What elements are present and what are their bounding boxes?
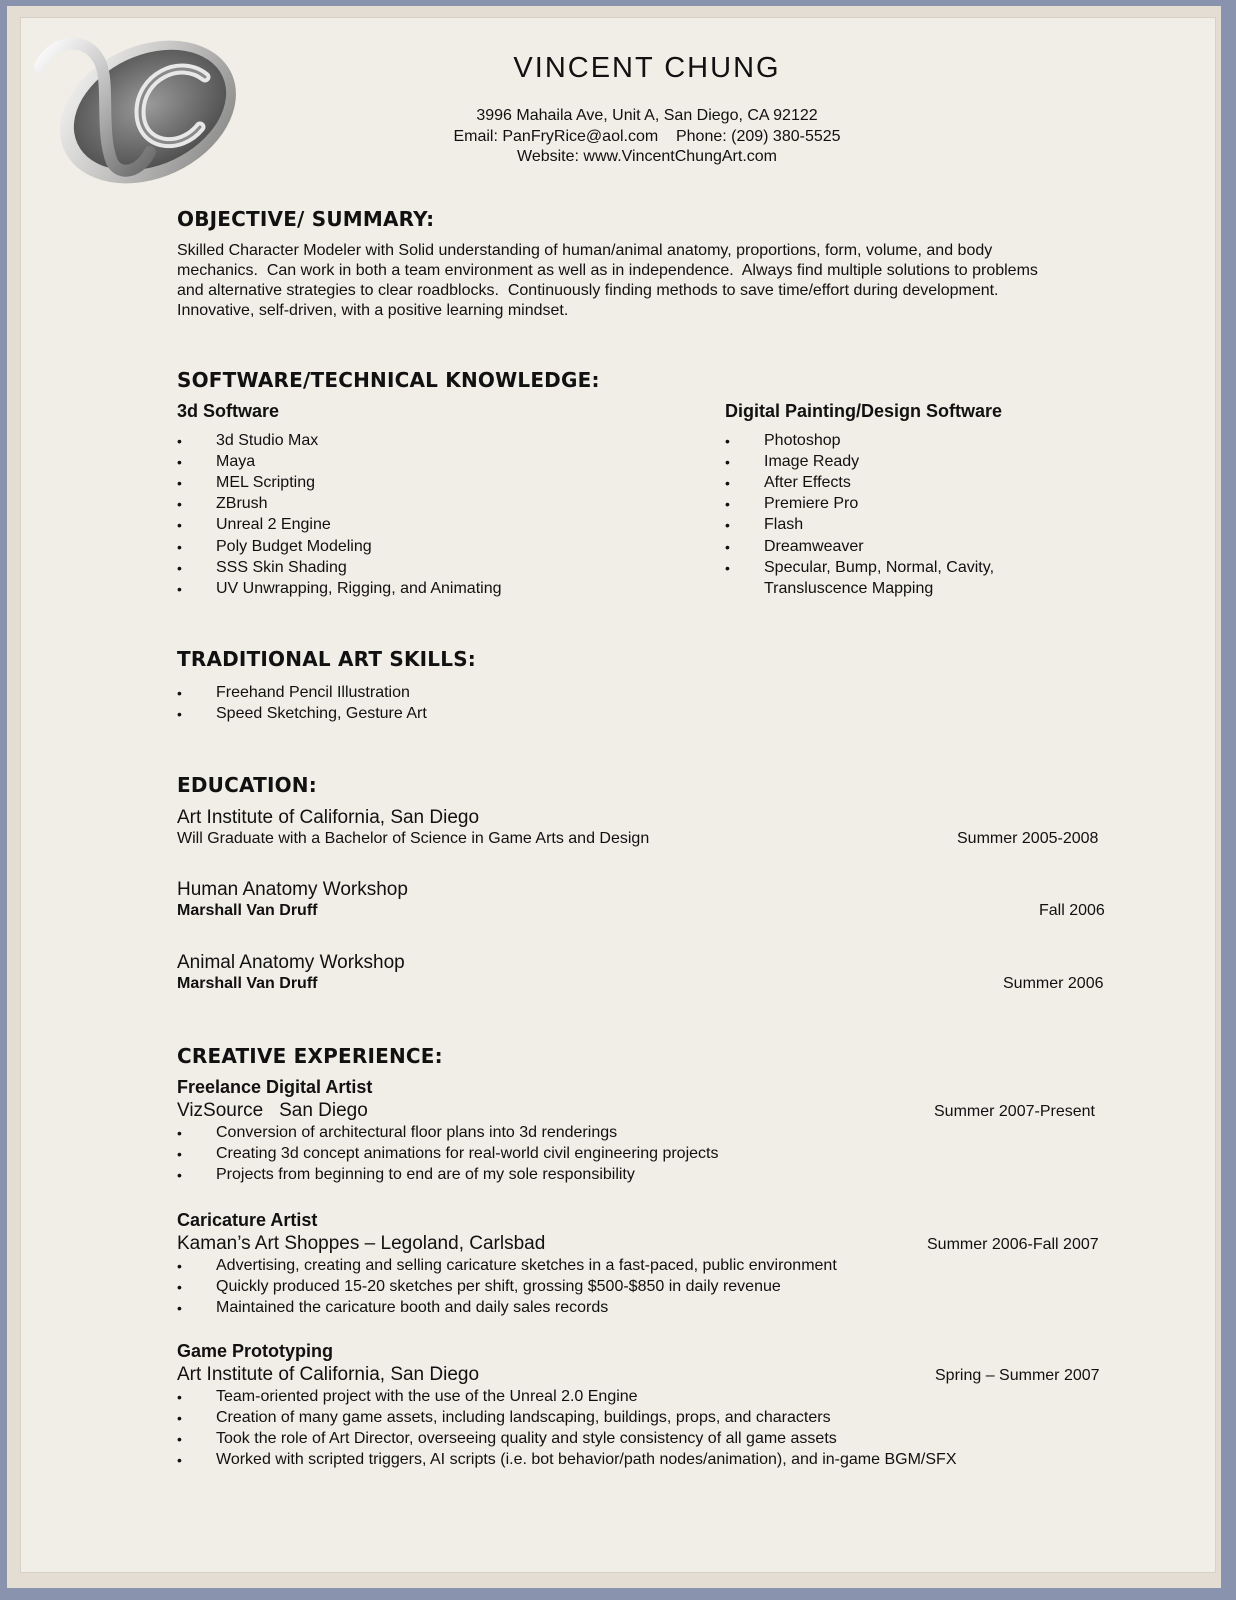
bullet-icon: • [725, 559, 730, 576]
job-title: Game Prototyping [177, 1341, 334, 1361]
list-item: Freehand Pencil Illustration [216, 684, 410, 701]
objective-line: Innovative, self-driven, with a positive learning mindset. [177, 302, 569, 319]
education-school: Animal Anatomy Workshop [177, 952, 405, 973]
list-item: Dreamweaver [764, 537, 864, 555]
software-list-continuation: Transluscence Mapping [764, 580, 934, 597]
list-item: Maya [216, 453, 256, 471]
list-item: UV Unwrapping, Rigging, and Animating [216, 579, 502, 597]
job-title: Caricature Artist [177, 1210, 318, 1230]
email-phone: Email: PanFryRice@aol.com Phone: (209) 380-5525 [453, 128, 841, 145]
list-item: Projects from beginning to end are of my sole responsibility [216, 1166, 635, 1184]
objective-line: mechanics. Can work in both a team environment as well as in independence. Always find multiple solutions to problems [177, 262, 1038, 279]
bullet-icon: • [725, 538, 730, 555]
objective-line: and alternative strategies to clear roadblocks. Continuously finding methods to save time/effort during development. [177, 282, 999, 299]
list-item: 3d Studio Max [216, 432, 319, 449]
list-item: Conversion of architectural floor plans into 3d renderings [216, 1124, 618, 1141]
list-item: Unreal 2 Engine [216, 516, 331, 534]
objective-heading: OBJECTIVE/ SUMMARY: [177, 207, 435, 231]
bullet-icon: • [177, 1125, 182, 1141]
digital-software-title: Digital Painting/Design Software [725, 401, 1003, 421]
bullet-icon: • [177, 559, 182, 576]
education-detail: Will Graduate with a Bachelor of Science in Game Arts and Design [177, 830, 650, 847]
list-item: Advertising, creating and selling caricature sketches in a fast-paced, public environment [216, 1257, 837, 1274]
list-item: Image Ready [764, 453, 860, 471]
3d-software-title: 3d Software [177, 401, 280, 421]
job-date: Spring – Summer 2007 [935, 1367, 1100, 1384]
bullet-icon: • [725, 475, 730, 492]
bullet-icon: • [725, 517, 730, 534]
list-item: Speed Sketching, Gesture Art [216, 705, 427, 723]
list-item: Flash [764, 516, 804, 534]
bullet-icon: • [177, 1258, 182, 1274]
experience-heading: CREATIVE EXPERIENCE: [177, 1044, 443, 1068]
software-heading: SOFTWARE/TECHNICAL KNOWLEDGE: [177, 368, 600, 392]
list-item: Creation of many game assets, including landscaping, buildings, props, and characters [216, 1409, 831, 1427]
list-item: After Effects [764, 474, 851, 492]
job-title: Freelance Digital Artist [177, 1077, 373, 1097]
bullet-icon: • [177, 580, 182, 597]
education-school: Art Institute of California, San Diego [177, 807, 480, 828]
job-place: Kaman’s Art Shoppes – Legoland, Carlsbad [177, 1233, 546, 1254]
bullet-icon: • [177, 1389, 182, 1405]
job-date: Summer 2007-Present [934, 1103, 1095, 1120]
bullet-icon: • [177, 1300, 182, 1317]
candidate-name: VINCENT CHUNG [513, 52, 781, 84]
traditional-heading: TRADITIONAL ART SKILLS: [177, 647, 476, 671]
education-instructor: Marshall Van Druff [177, 902, 318, 919]
education-date: Summer 2005-2008 [957, 830, 1099, 847]
list-item: Took the role of Art Director, overseeing quality and style consistency of all game assets [216, 1430, 837, 1448]
job-place: Art Institute of California, San Diego [177, 1364, 480, 1385]
objective-line: Skilled Character Modeler with Solid understanding of human/animal anatomy, proportions, form, volume, and body [177, 242, 993, 259]
bullet-icon: • [177, 1279, 182, 1296]
education-heading: EDUCATION: [177, 773, 317, 797]
bullet-icon: • [177, 1146, 182, 1163]
website: Website: www.VincentChungArt.com [517, 148, 777, 165]
list-item: Premiere Pro [764, 495, 859, 513]
bullet-icon: • [177, 433, 182, 449]
bullet-icon: • [177, 1431, 182, 1448]
bullet-icon: • [177, 706, 182, 723]
bullet-icon: • [725, 496, 730, 513]
bullet-icon: • [177, 1167, 182, 1184]
bullet-icon: • [177, 475, 182, 492]
address: 3996 Mahaila Ave, Unit A, San Diego, CA 92122 [476, 107, 818, 124]
bullet-icon: • [177, 1410, 182, 1427]
list-item: Creating 3d concept animations for real-world civil engineering projects [216, 1145, 719, 1163]
list-item: MEL Scripting [216, 474, 315, 492]
list-item: Quickly produced 15-20 sketches per shift, grossing $500-$850 in daily revenue [216, 1278, 781, 1296]
list-item: Poly Budget Modeling [216, 537, 372, 555]
list-item: ZBrush [216, 495, 268, 513]
bullet-icon: • [177, 538, 182, 555]
bullet-icon: • [177, 496, 182, 513]
list-item: Specular, Bump, Normal, Cavity, [764, 558, 995, 576]
education-date: Summer 2006 [1003, 975, 1104, 992]
list-item: Photoshop [764, 432, 841, 449]
bullet-icon: • [177, 685, 182, 701]
list-item: Team-oriented project with the use of the Unreal 2.0 Engine [216, 1388, 638, 1405]
job-date: Summer 2006-Fall 2007 [927, 1236, 1099, 1253]
bullet-icon: • [725, 454, 730, 471]
bullet-icon: • [725, 433, 730, 449]
education-school: Human Anatomy Workshop [177, 879, 408, 900]
bullet-icon: • [177, 454, 182, 471]
bullet-icon: • [177, 517, 182, 534]
list-item: Worked with scripted triggers, AI scripts (i.e. bot behavior/path nodes/animation), and in-game BGM/SFX [216, 1451, 957, 1469]
education-date: Fall 2006 [1039, 902, 1105, 919]
job-place: VizSource San Diego [177, 1100, 368, 1121]
bullet-icon: • [177, 1452, 182, 1469]
list-item: SSS Skin Shading [216, 558, 347, 576]
education-instructor: Marshall Van Druff [177, 975, 318, 992]
list-item: Maintained the caricature booth and daily sales records [216, 1299, 609, 1317]
